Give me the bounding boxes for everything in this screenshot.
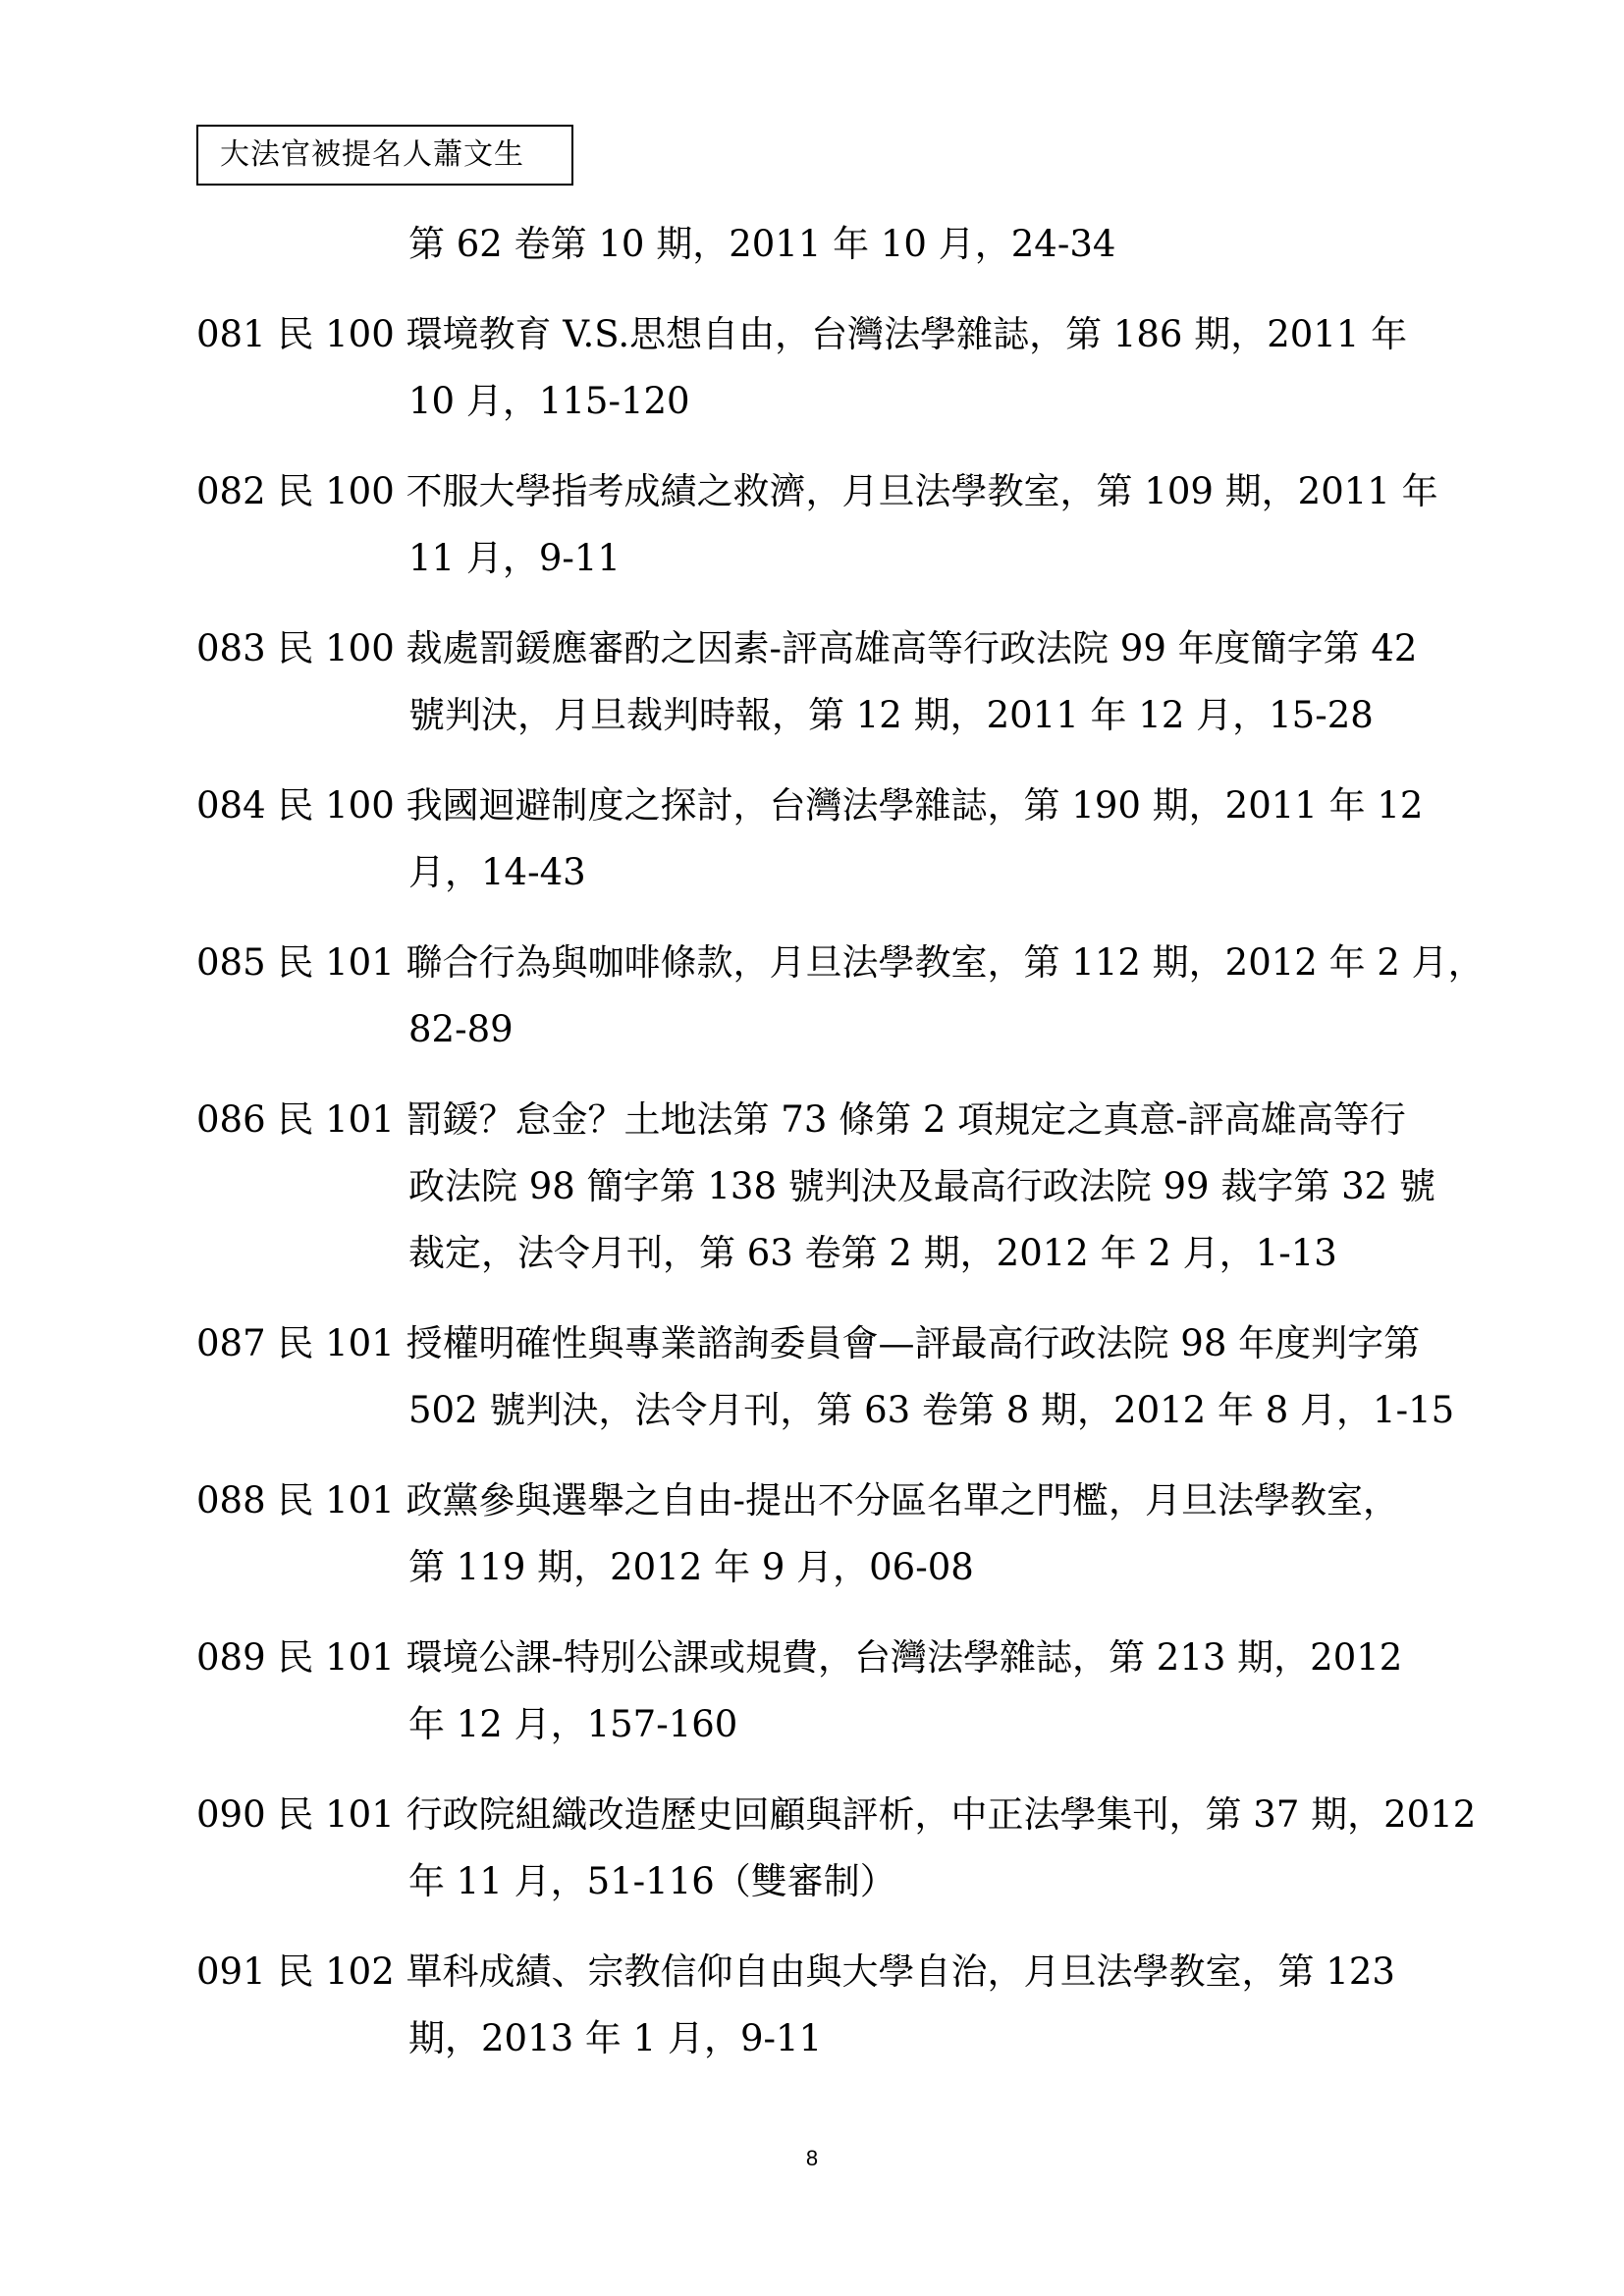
entry-first-line: 088 民 101 政黨參與選舉之自由-提出不分區名單之門檻，月旦法學教室，	[196, 1479, 1400, 1522]
entry-first-line: 083 民 100 裁處罰鍰應審酌之因素-評高雄高等行政法院 99 年度簡字第 42	[196, 627, 1418, 669]
entry-first-line: 090 民 101 行政院組織改造歷史回顧與評析，中正法學集刊，第 37 期，2012	[196, 1793, 1477, 1836]
publication-list	[196, 211, 1485, 2096]
list-item	[196, 1310, 1455, 1444]
entry-continuation-line: 502 號判決，法令月刊，第 63 卷第 8 期，2012 年 8 月，1-15	[408, 1389, 1455, 1431]
page-number: 8	[805, 2146, 819, 2170]
entry-continuation-line: 裁定，法令月刊，第 63 卷第 2 期，2012 年 2 月，1-13	[408, 1232, 1337, 1274]
entry-continuation-line: 第 119 期，2012 年 9 月，06-08	[408, 1546, 974, 1588]
list-item	[196, 1782, 1477, 1915]
list-item	[196, 1625, 1443, 1758]
entry-continuation-line: 政法院 98 簡字第 138 號判決及最高行政法院 99 裁字第 32 號	[408, 1165, 1435, 1207]
list-item	[196, 1939, 1443, 2072]
entry-continuation-line: 10 月，115-120	[408, 380, 690, 422]
entry-first-line: 085 民 101 聯合行為與咖啡條款，月旦法學教室，第 112 期，2012 年 2 月，	[196, 941, 1485, 984]
entry-continuation-line: 第 62 卷第 10 期，2011 年 10 月，24-34	[408, 223, 1116, 265]
entry-first-line: 087 民 101 授權明確性與專業諮詢委員會—評最高行政法院 98 年度判字第	[196, 1322, 1421, 1364]
entry-first-line: 084 民 100 我國迴避制度之探討，台灣法學雜誌，第 190 期，2011 年 12	[196, 784, 1424, 827]
list-item	[196, 211, 1443, 278]
list-item	[196, 458, 1443, 592]
list-item	[196, 1087, 1443, 1287]
entry-first-line: 091 民 102 單科成績、宗教信仰自由與大學自治，月旦法學教室，第 123	[196, 1950, 1395, 1993]
entry-continuation-line: 11 月，9-11	[408, 537, 621, 579]
entry-continuation-line: 82-89	[408, 1008, 514, 1050]
nominee-header-box: 大法官被提名人蕭文生	[196, 125, 573, 186]
entry-continuation-line: 月，14-43	[408, 851, 586, 893]
list-item	[196, 773, 1443, 906]
entry-first-line: 086 民 101 罰鍰？怠金？土地法第 73 條第 2 項規定之真意-評高雄高等行	[196, 1098, 1406, 1141]
list-item	[196, 301, 1443, 435]
entry-continuation-line: 期，2013 年 1 月，9-11	[408, 2017, 823, 2059]
entry-first-line: 081 民 100 環境教育 V.S.思想自由，台灣法學雜誌，第 186 期，2011 年	[196, 313, 1408, 355]
entry-continuation-line: 號判決，月旦裁判時報，第 12 期，2011 年 12 月，15-28	[408, 694, 1374, 736]
entry-continuation-line: 年 12 月，157-160	[408, 1703, 738, 1745]
list-item	[196, 1468, 1443, 1601]
list-item	[196, 930, 1485, 1063]
list-item	[196, 615, 1443, 749]
entry-continuation-line: 年 11 月，51-116（雙審制）	[408, 1860, 896, 1902]
entry-first-line: 082 民 100 不服大學指考成績之救濟，月旦法學教室，第 109 期，2011 年	[196, 470, 1438, 512]
entry-first-line: 089 民 101 環境公課-特別公課或規費，台灣法學雜誌，第 213 期，2012	[196, 1636, 1403, 1679]
